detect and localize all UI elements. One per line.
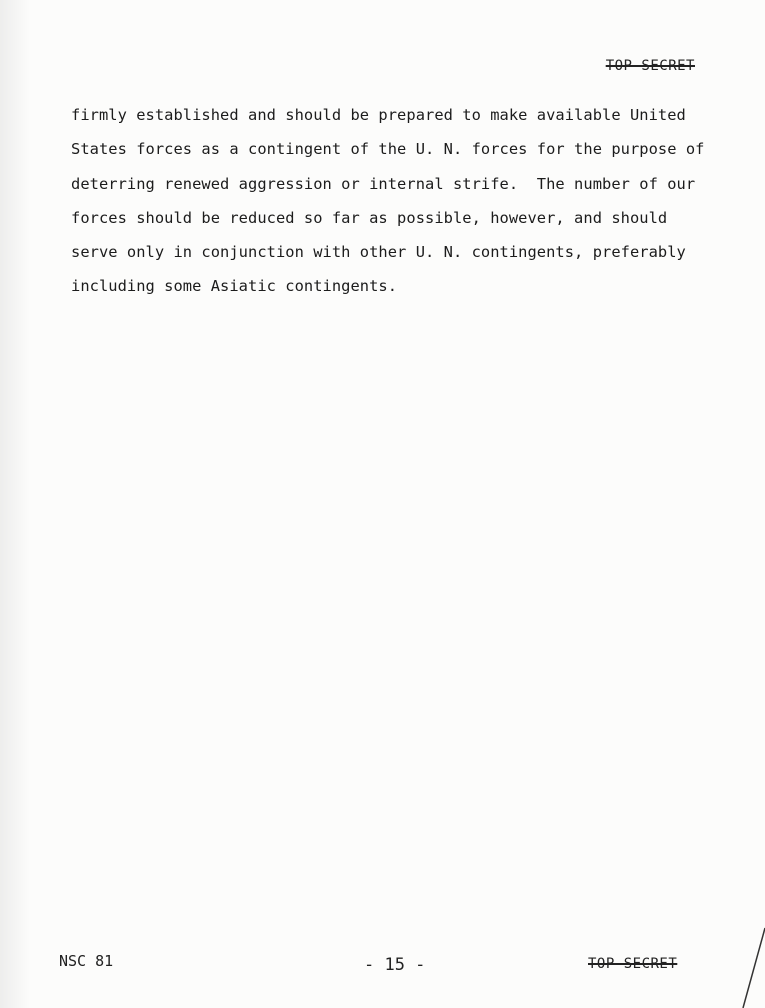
footer-classification-marking: TOP SECRET — [588, 956, 678, 972]
footer-document-id: NSC 81 — [59, 952, 114, 970]
page-corner-fold — [725, 908, 765, 1008]
body-line: serve only in conjunction with other U. N. contingents, preferably — [71, 243, 686, 262]
body-line: States forces as a contingent of the U. N. forces for the purpose of — [71, 140, 705, 159]
body-line: deterring renewed aggression or internal strife. The number of our — [71, 174, 696, 193]
body-paragraph — [71, 98, 731, 304]
footer-page-number: - 15 - — [364, 955, 426, 975]
page-edge-shadow — [0, 0, 30, 1008]
body-line: firmly established and should be prepared to make available United — [71, 106, 686, 124]
body-line: including some Asiatic contingents. — [71, 277, 398, 296]
header-classification-marking: TOP SECRET — [605, 58, 695, 74]
body-line: forces should be reduced so far as possible, however, and should — [71, 208, 668, 227]
